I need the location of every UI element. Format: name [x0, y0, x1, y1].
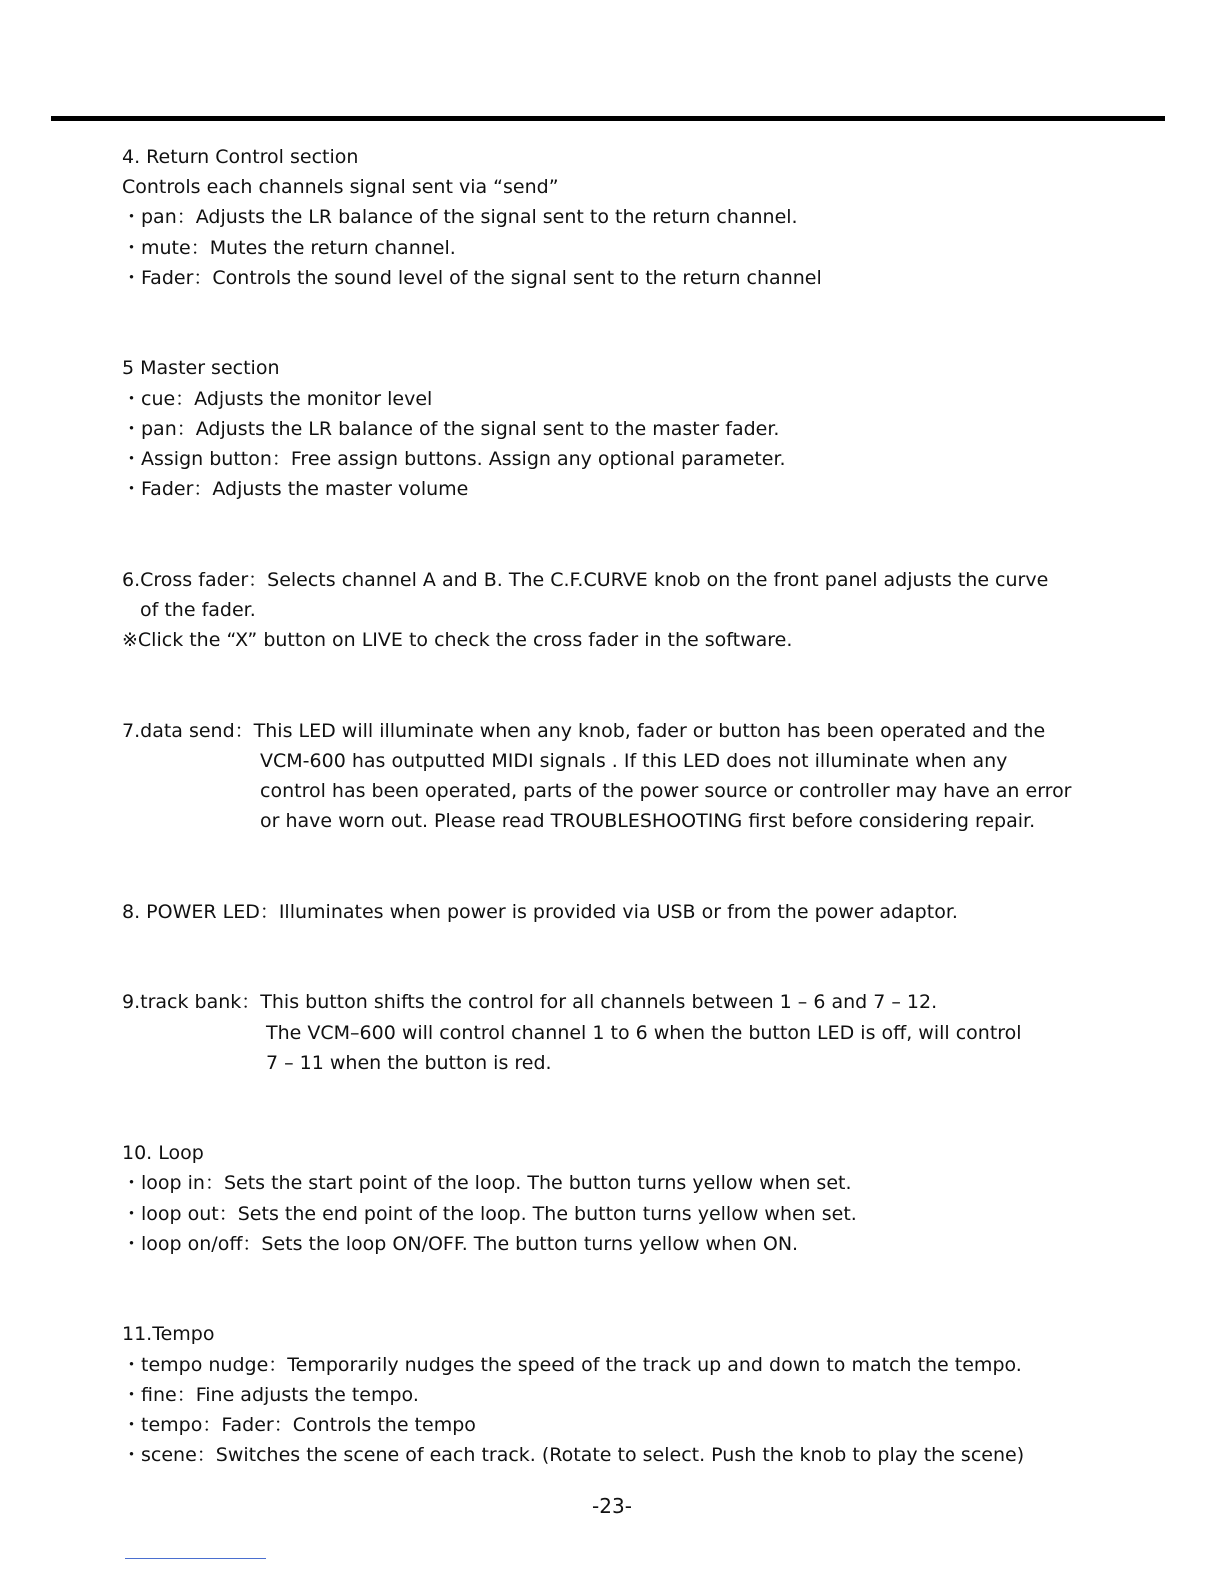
paragraph-line: of the fader.	[140, 598, 256, 621]
list-item: ・fine：Fine adjusts the tempo.	[122, 1383, 419, 1406]
list-item: ・loop in：Sets the start point of the loop. The button turns yellow when set.	[122, 1172, 852, 1195]
section-spacer	[122, 655, 1122, 715]
list-item: ・Fader：Adjusts the master volume	[122, 478, 469, 501]
list-item: ・tempo：Fader：Controls the tempo	[122, 1413, 476, 1436]
section-cross-fader	[122, 565, 1122, 656]
paragraph-line: 9.track bank：This button shifts the control for all channels between 1 – 6 and 7 – 12.	[122, 991, 938, 1014]
section-title: 5 Master section	[122, 357, 280, 380]
manual-body	[122, 142, 1122, 1470]
section-return-control	[122, 142, 1122, 293]
list-item: ・scene：Switches the scene of each track. (Rotate to select. Push the knob to play the scene)	[122, 1444, 1025, 1467]
paragraph-line: 7 – 11 when the button is red.	[266, 1051, 552, 1074]
list-item: ・Assign button：Free assign buttons. Assign any optional parameter.	[122, 447, 786, 470]
section-power-led	[122, 897, 1122, 927]
list-item: ・loop out：Sets the end point of the loop. The button turns yellow when set.	[122, 1202, 857, 1225]
section-spacer	[122, 293, 1122, 353]
list-item: ・pan：Adjusts the LR balance of the signal sent to the return channel.	[122, 206, 798, 229]
paragraph-line: 6.Cross fader：Selects channel A and B. The C.F.CURVE knob on the front panel adjusts the curve	[122, 568, 1049, 591]
paragraph-line: control has been operated, parts of the power source or controller may have an error	[260, 779, 1072, 802]
list-item: ・pan：Adjusts the LR balance of the signal sent to the master fader.	[122, 417, 780, 440]
section-spacer	[122, 1078, 1122, 1138]
section-spacer	[122, 927, 1122, 987]
section-spacer	[122, 1259, 1122, 1319]
list-item: ・cue：Adjusts the monitor level	[122, 387, 433, 410]
section-title: 10. Loop	[122, 1142, 204, 1165]
section-tempo	[122, 1319, 1122, 1470]
section-title: 11.Tempo	[122, 1323, 215, 1346]
section-intro: Controls each channels signal sent via “send”	[122, 176, 559, 199]
section-spacer	[122, 836, 1122, 896]
paragraph-line: 8. POWER LED：Illuminates when power is provided via USB or from the power adaptor.	[122, 900, 958, 923]
list-item: ・mute：Mutes the return channel.	[122, 236, 456, 259]
note-line: ※Click the “X” button on LIVE to check the cross fader in the software.	[122, 629, 793, 652]
paragraph-line: VCM-600 has outputted MIDI signals . If this LED does not illuminate when any	[260, 749, 1008, 772]
section-track-bank	[122, 987, 1122, 1078]
footer-link-underline	[125, 1558, 266, 1559]
paragraph-line: The VCM–600 will control channel 1 to 6 when the button LED is off, will control	[266, 1021, 1022, 1044]
paragraph-line: or have worn out. Please read TROUBLESHOOTING first before considering repair.	[260, 810, 1036, 833]
section-loop	[122, 1138, 1122, 1259]
list-item: ・loop on/off：Sets the loop ON/OFF. The button turns yellow when ON.	[122, 1232, 799, 1255]
page-number: -23-	[592, 1494, 632, 1518]
section-title: 4. Return Control section	[122, 146, 359, 168]
list-item: ・tempo nudge：Temporarily nudges the speed of the track up and down to match the tempo.	[122, 1353, 1022, 1376]
section-spacer	[122, 504, 1122, 564]
paragraph-line: 7.data send：This LED will illuminate when any knob, fader or button has been operated and the	[122, 719, 1046, 742]
header-rule	[51, 116, 1165, 121]
list-item: ・Fader：Controls the sound level of the signal sent to the return channel	[122, 266, 822, 289]
section-master	[122, 353, 1122, 504]
section-data-send	[122, 716, 1122, 837]
